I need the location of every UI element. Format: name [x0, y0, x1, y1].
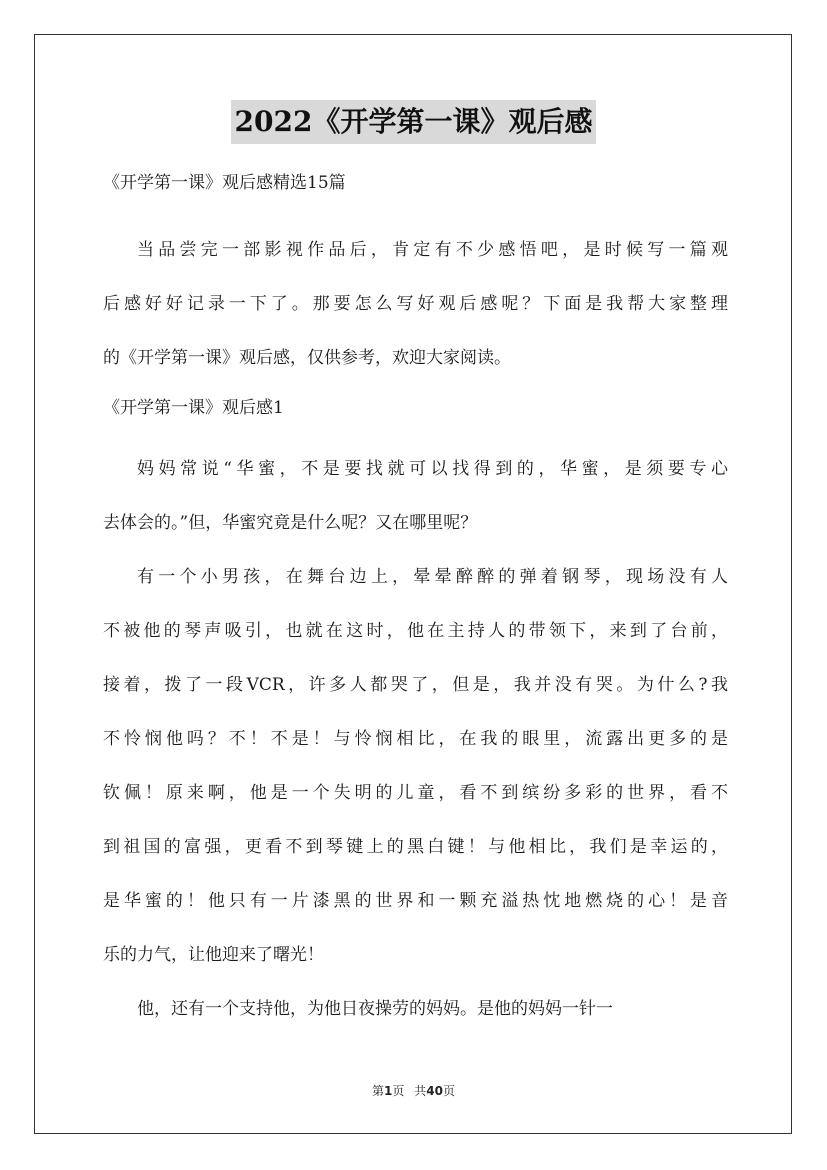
document-body — [103, 170, 728, 1036]
section-heading-1: 《开学第一课》观后感1 — [103, 398, 284, 418]
paragraph-line: 不怜悯他吗？不！不是！与怜悯相比，在我的眼里，流露出更多的是 — [103, 729, 728, 749]
paragraph-line: 他，还有一个支持他，为他日夜操劳的妈妈。是他的妈妈一针一 — [137, 999, 613, 1019]
paragraph-line: 钦佩！原来啊，他是一个失明的儿童，看不到缤纷多彩的世界，看不 — [103, 783, 728, 803]
page-prefix: 第 — [372, 1084, 385, 1098]
paragraph-3 — [103, 982, 728, 1036]
total-prefix: 共 — [414, 1084, 427, 1098]
paragraph-2 — [103, 550, 728, 982]
paragraph-line: 妈妈常说“华蜜，不是要找就可以找得到的，华蜜，是须要专心 — [137, 459, 728, 479]
document-title: 2022《开学第一课》观后感 — [231, 100, 597, 144]
paragraph-line: 是华蜜的！他只有一片漆黑的世界和一颗充溢热忱地燃烧的心！是音 — [103, 891, 728, 911]
paragraph-line: 不被他的琴声吸引，也就在这时，他在主持人的带领下，来到了台前， — [103, 621, 728, 641]
total-indicator — [414, 1084, 455, 1098]
page-footer — [0, 1082, 827, 1099]
paragraph-line: 接着，拨了一段VCR，许多人都哭了，但是，我并没有哭。为什么?我 — [103, 675, 728, 695]
paragraph-line: 当品尝完一部影视作品后，肯定有不少感悟吧，是时候写一篇观 — [137, 240, 728, 260]
paragraph-line: 后感好好记录一下了。那要怎么写好观后感呢？下面是我帮大家整理 — [103, 294, 728, 314]
section-heading-intro: 《开学第一课》观后感精选15篇 — [103, 173, 346, 193]
page-suffix: 页 — [392, 1084, 405, 1098]
paragraph-line: 有一个小男孩，在舞台边上，晕晕醉醉的弹着钢琴，现场没有人 — [137, 567, 728, 587]
paragraph-line: 的《开学第一课》观后感，仅供参考，欢迎大家阅读。 — [103, 348, 511, 368]
paragraph-line: 到祖国的富强，更看不到琴键上的黑白键！与他相比，我们是幸运的， — [103, 837, 728, 857]
title-container — [0, 100, 827, 144]
paragraph-intro — [103, 223, 728, 385]
paragraph-line: 去体会的。”但，华蜜究竟是什么呢？又在哪里呢？ — [103, 513, 478, 533]
total-suffix: 页 — [442, 1084, 455, 1098]
total-pages: 40 — [426, 1084, 443, 1098]
paragraph-line: 乐的力气，让他迎来了曙光！ — [103, 945, 324, 965]
paragraph-1 — [103, 442, 728, 550]
page-number: 1 — [384, 1084, 393, 1098]
page-indicator — [372, 1084, 404, 1098]
